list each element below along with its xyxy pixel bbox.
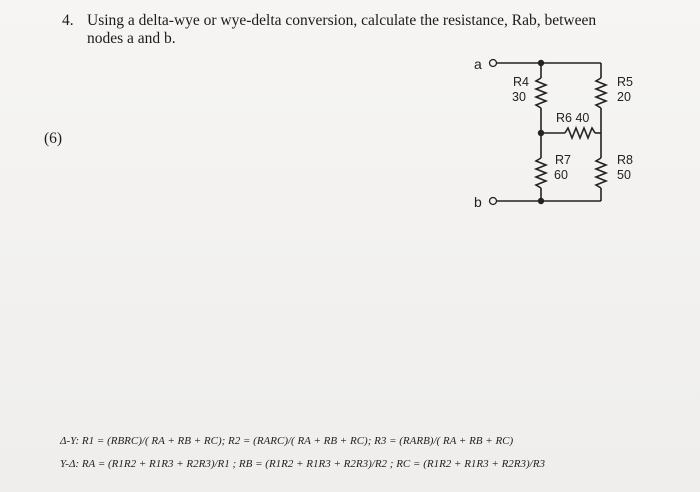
points-value: (6) bbox=[44, 130, 63, 147]
r8-name: R8 bbox=[617, 153, 633, 167]
node-b-label: b bbox=[474, 194, 482, 210]
terminal-a bbox=[490, 60, 497, 67]
formula-delta-to-wye: Δ-Y: R1 = (RBRC)/( RA + RB + RC); R2 = (RARC)/( RA + RB + RC); R3 = (RARB)/( RA + RB + RC) bbox=[60, 435, 514, 447]
r7-value: 60 bbox=[554, 168, 568, 182]
question-text-line1: Using a delta-wye or wye-delta conversion, calculate the resistance, Rab, between bbox=[87, 12, 597, 29]
terminal-b bbox=[490, 198, 497, 205]
r5-name: R5 bbox=[617, 75, 633, 89]
r8-value: 50 bbox=[617, 168, 631, 182]
resistor-r4 bbox=[536, 78, 546, 108]
r5-value: 20 bbox=[617, 90, 631, 104]
r4-name: R4 bbox=[513, 75, 529, 89]
junction-middle bbox=[538, 130, 544, 136]
node-a-label: a bbox=[474, 56, 482, 72]
question-number: 4. bbox=[62, 12, 74, 29]
r6-label: R6 40 bbox=[556, 111, 590, 125]
resistor-r6 bbox=[565, 128, 595, 138]
resistor-r8 bbox=[596, 158, 606, 188]
resistor-r7 bbox=[536, 158, 546, 188]
formula-wye-to-delta: Y-Δ: RA = (R1R2 + R1R3 + R2R3)/R1 ; RB = (R1R2 + R1R3 + R2R3)/R2 ; RC = (R1R2 + R1R3 + R2R3)/R3 bbox=[60, 458, 545, 470]
r7-name: R7 bbox=[555, 153, 571, 167]
resistor-r5 bbox=[596, 78, 606, 108]
r4-value: 30 bbox=[512, 90, 526, 104]
question-text-line2: nodes a and b. bbox=[87, 30, 176, 47]
junction-bottom bbox=[538, 198, 544, 204]
junction-top bbox=[538, 60, 544, 66]
